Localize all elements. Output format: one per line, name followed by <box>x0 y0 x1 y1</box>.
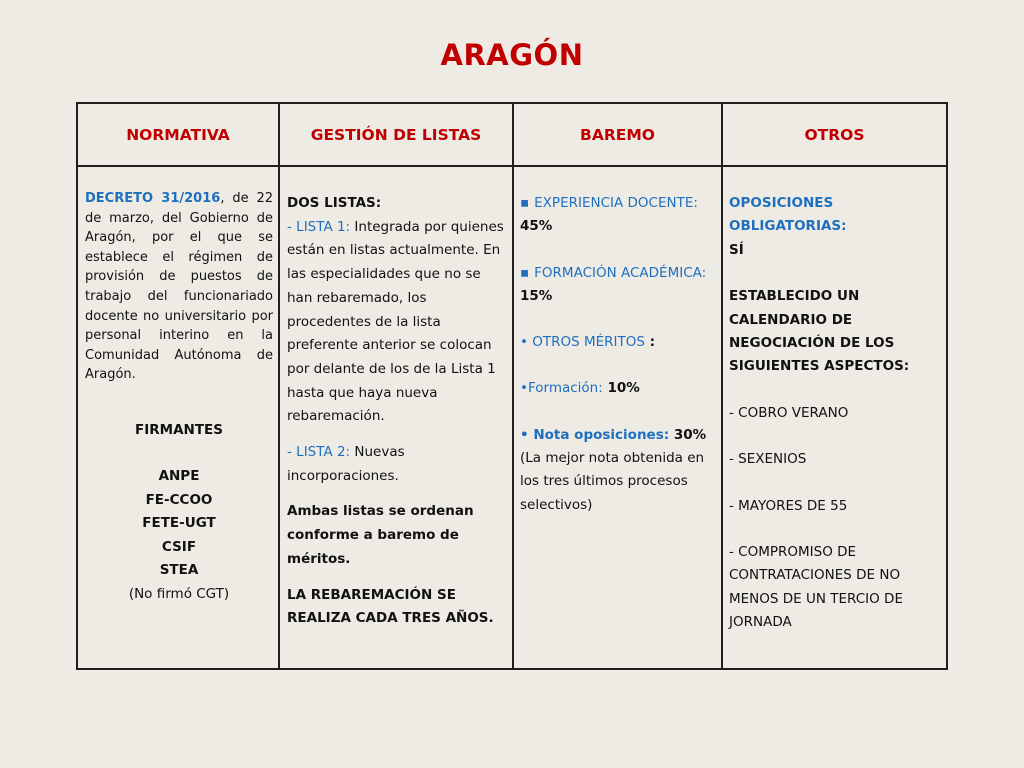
otros-item: - COBRO VERANO <box>729 404 849 421</box>
rebaremacion-text: LA REBAREMACIÓN SE REALIZA CADA TRES AÑOS. <box>287 586 494 627</box>
comparison-table <box>76 102 948 670</box>
gestion-content <box>287 192 504 631</box>
lista1-label: LISTA 1: <box>296 218 351 235</box>
otros-content <box>729 192 940 635</box>
experiencia-item <box>520 192 715 239</box>
formacion-item <box>520 262 715 309</box>
otros-item: - SEXENIOS <box>729 451 807 468</box>
no-firmo-note: (No firmó CGT) <box>128 585 230 602</box>
decreto-paragraph <box>85 189 273 385</box>
nota-text: (La mejor nota obtenida en los tres últimos procesos selectivos) <box>520 450 705 513</box>
cell-normativa <box>77 166 279 669</box>
nota-value: 30% <box>669 426 707 443</box>
lista2-dash: - <box>287 444 297 461</box>
establecido-text: ESTABLECIDO UN CALENDARIO DE NEGOCIACIÓN DE LOS SIGUIENTES ASPECTOS: <box>729 288 910 375</box>
experiencia-value: 45% <box>520 218 553 235</box>
cell-otros <box>722 166 947 669</box>
header-normativa: NORMATIVA <box>77 103 279 166</box>
otros-item: - MAYORES DE 55 <box>729 497 848 514</box>
ambas-listas-text: Ambas listas se ordenan conforme a baremo de méritos. <box>287 503 474 567</box>
oposiciones-value: SÍ <box>729 241 744 258</box>
formacion2-item <box>520 377 715 400</box>
nota-item <box>520 424 715 447</box>
formacion-label: ▪ FORMACIÓN ACADÉMICA: <box>520 265 706 281</box>
firmante-item: STEA <box>159 562 199 579</box>
otros-meritos-label: • OTROS MÉRITOS <box>520 334 645 351</box>
firmante-item: FE-CCOO <box>145 491 213 508</box>
formacion-value: 15% <box>520 287 553 304</box>
lista2-text: Nuevas incorporaciones. <box>287 444 405 484</box>
header-baremo: BAREMO <box>513 103 722 166</box>
lista2-paragraph <box>287 441 504 488</box>
formacion2-value: 10% <box>602 380 640 397</box>
otros-meritos-suffix: : <box>644 334 656 351</box>
experiencia-label: ▪ EXPERIENCIA DOCENTE: <box>520 195 698 211</box>
dos-listas-heading: DOS LISTAS: <box>287 195 382 211</box>
decreto-text: , de 22 de marzo, del Gobierno de Aragón, por el que se establece el régimen de provisión de puestos de trabajo del funcionariado docente no universitario por personal interino en la Comunidad Autónoma de Aragón. <box>85 191 273 383</box>
baremo-content <box>520 192 715 517</box>
firmante-item: FETE-UGT <box>142 515 216 532</box>
firmantes-block <box>85 419 273 607</box>
page-title: ARAGÓN <box>440 38 584 72</box>
oposiciones-label: OPOSICIONES OBLIGATORIAS: <box>729 195 847 235</box>
firmante-item: ANPE <box>158 468 200 485</box>
nota-label: • Nota oposiciones: <box>520 426 670 443</box>
content-row <box>77 166 947 669</box>
cell-baremo <box>513 166 722 669</box>
header-row <box>77 103 947 166</box>
header-gestion-listas: GESTIÓN DE LISTAS <box>279 103 513 166</box>
lista1-paragraph <box>287 216 504 429</box>
otros-meritos-item <box>520 331 715 354</box>
lista2-label: LISTA 2: <box>296 444 351 461</box>
firmantes-title: FIRMANTES <box>135 421 223 438</box>
lista1-dash: - <box>287 218 297 235</box>
header-otros: OTROS <box>722 103 947 166</box>
cell-gestion-listas <box>279 166 513 669</box>
formacion2-label: •Formación: <box>520 380 603 397</box>
decreto-label: DECRETO 31/2016 <box>85 191 221 206</box>
firmante-item: CSIF <box>161 538 197 555</box>
otros-item: - COMPROMISO DE CONTRATACIONES DE NO MENOS DE UN TERCIO DE JORNADA <box>729 544 903 631</box>
lista1-text: Integrada por quienes están en listas actualmente. En las especialidades que no se han rebaremado, los procedentes de la lista preferente anterior se colocan por delante de los de la Lista 1 hasta que haya nueva rebaremación. <box>287 218 504 425</box>
